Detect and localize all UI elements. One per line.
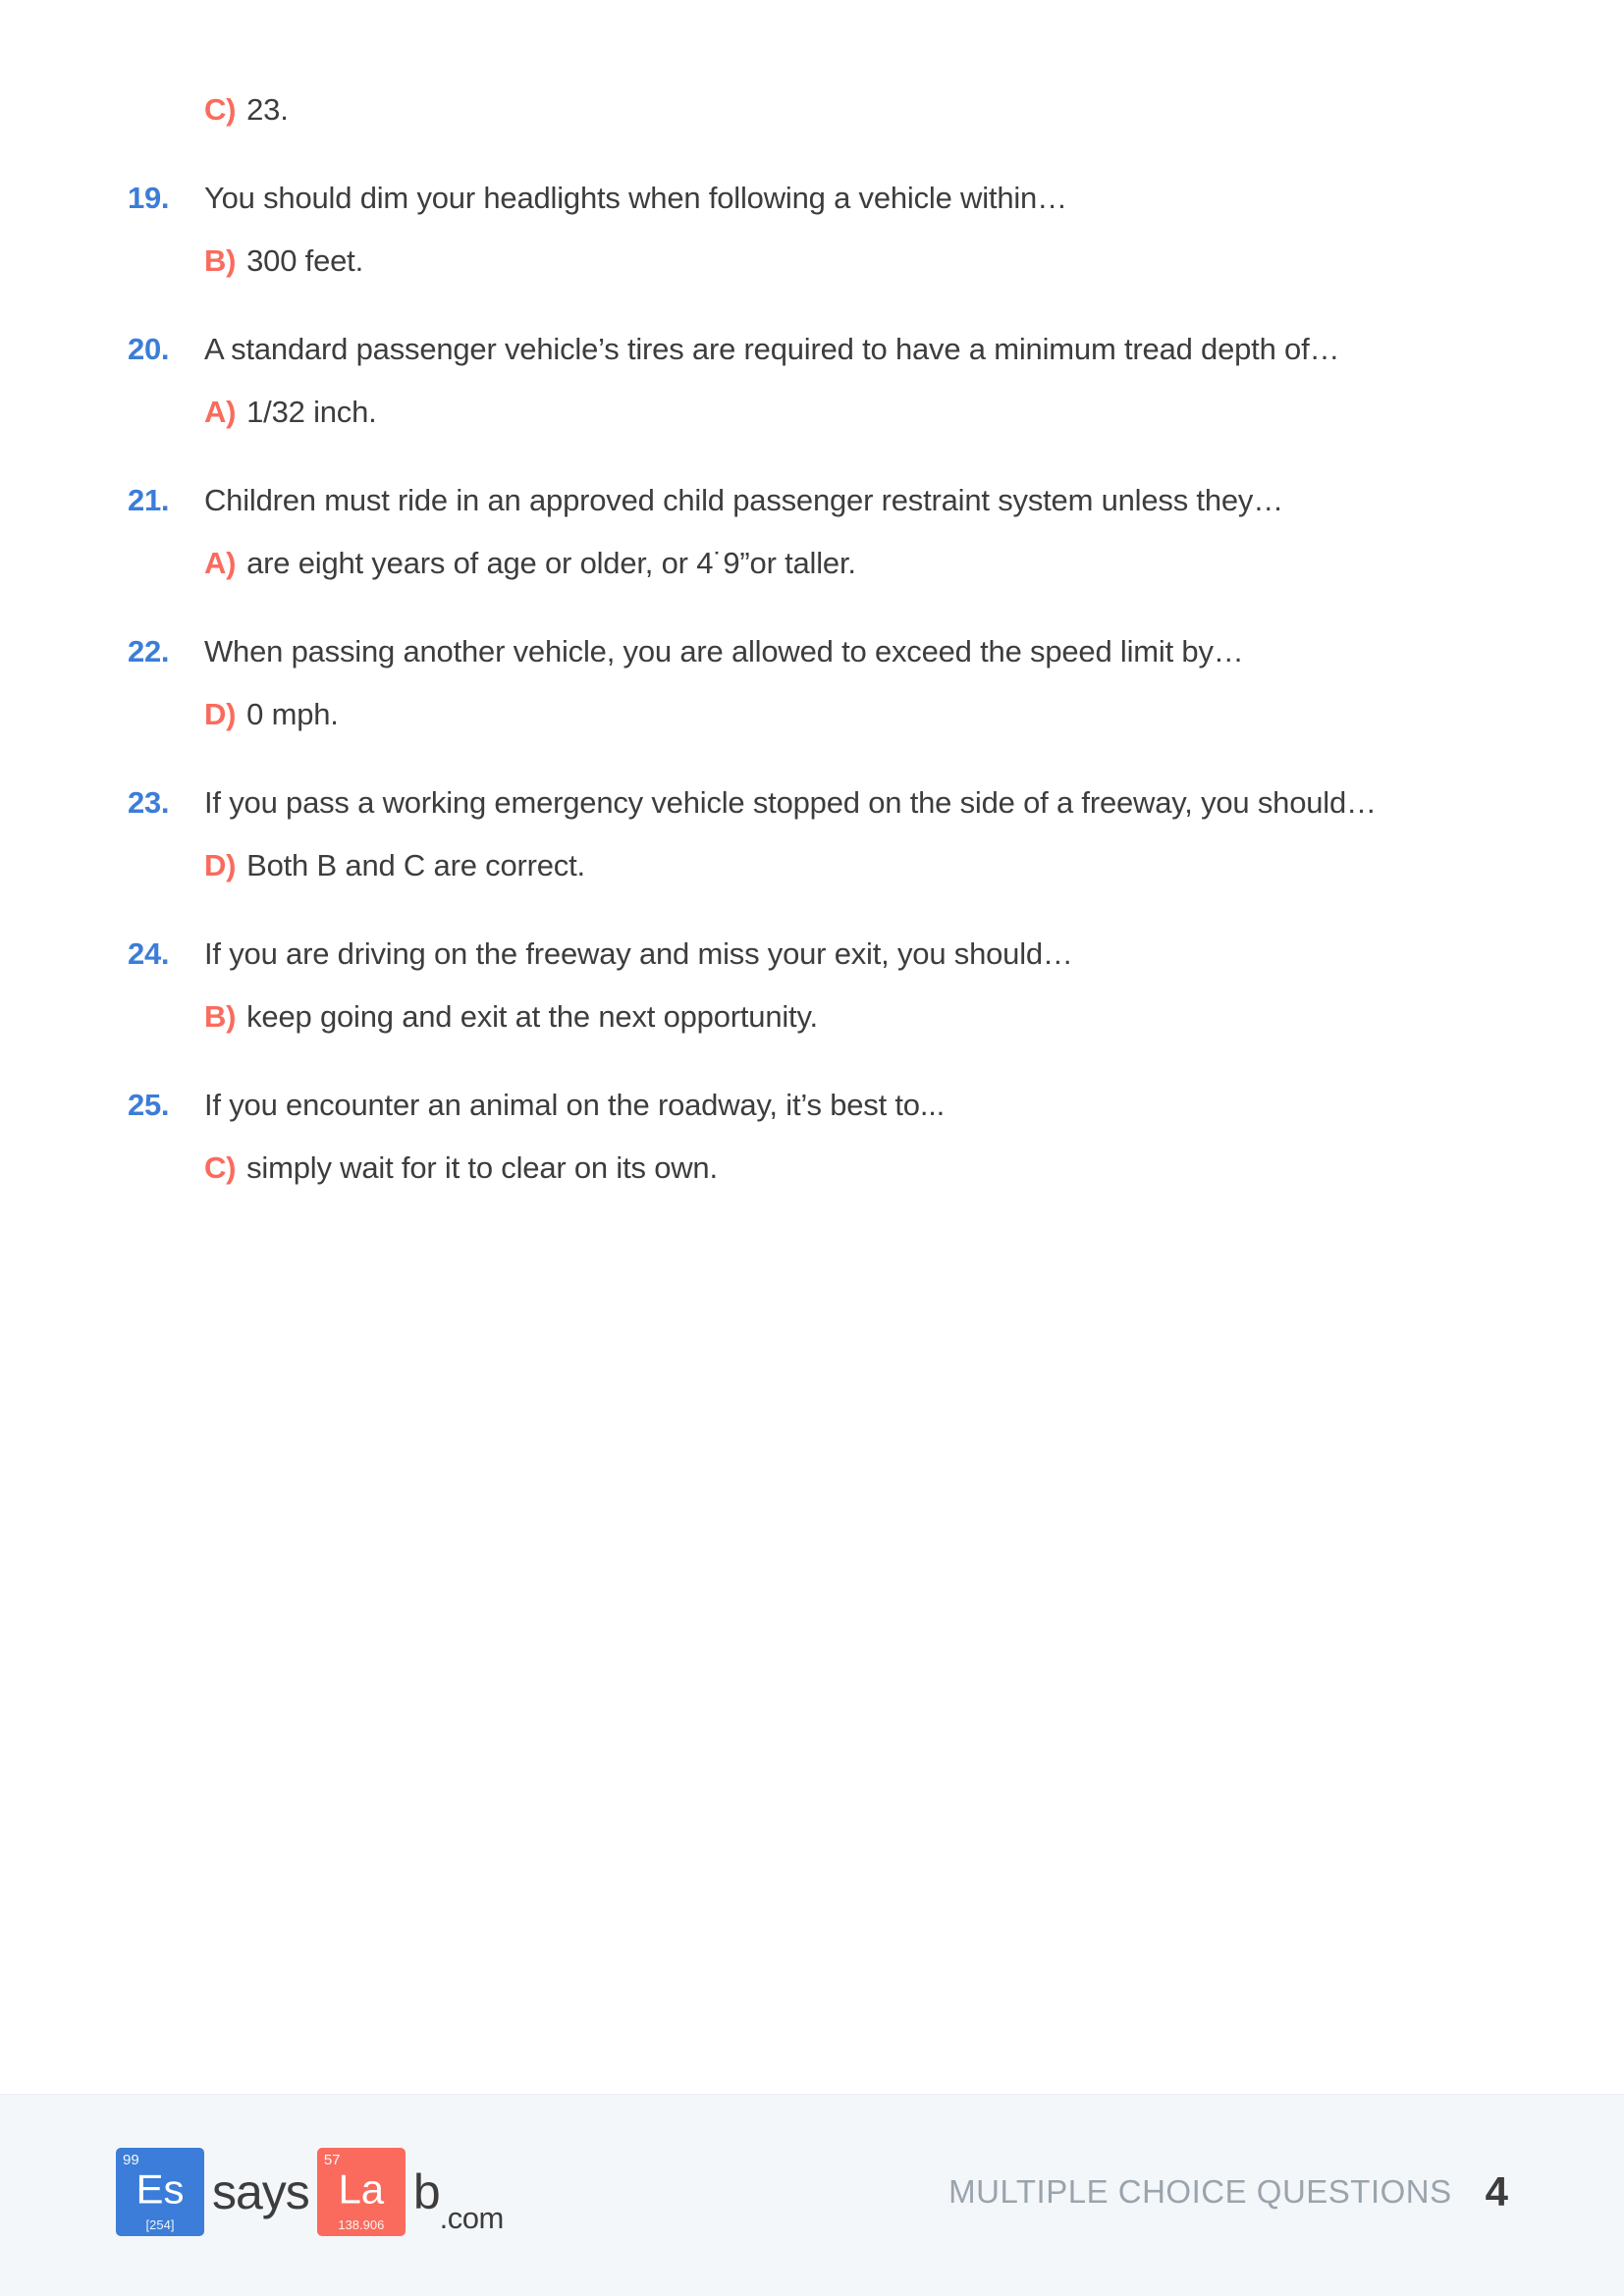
- question-number: 25.: [128, 1088, 170, 1122]
- footer-content: [116, 2148, 1508, 2236]
- section-label: MULTIPLE CHOICE QUESTIONS: [948, 2173, 1452, 2210]
- question-row: [128, 328, 1496, 371]
- answer-letter: D): [204, 848, 237, 882]
- answer-row: [204, 542, 1496, 585]
- questions-list: [0, 88, 1624, 1235]
- answer-letter: C): [204, 1150, 237, 1185]
- answer-row: [204, 693, 1496, 736]
- answer-text: 1/32 inch.: [246, 395, 377, 429]
- element-mass: [254]: [145, 2217, 175, 2232]
- question-text: A standard passenger vehicle’s tires are required to have a minimum tread depth of…: [204, 332, 1340, 366]
- question-text: You should dim your headlights when following a vehicle within…: [204, 181, 1067, 215]
- question-text: If you pass a working emergency vehicle stopped on the side of a freeway, you should…: [204, 785, 1377, 820]
- answer-text: keep going and exit at the next opportunity.: [246, 999, 818, 1034]
- answer-letter: B): [204, 999, 237, 1034]
- answer-letter: B): [204, 243, 237, 278]
- question-block-20: [0, 328, 1624, 434]
- answer-row: [204, 240, 1496, 283]
- element-tile-la-icon: [317, 2148, 406, 2236]
- answer-text: 23.: [246, 92, 289, 127]
- element-symbol: Es: [135, 2165, 185, 2213]
- answer-letter: A): [204, 546, 237, 580]
- question-row: [128, 177, 1496, 220]
- orphan-answer-block: [0, 88, 1624, 132]
- element-number: 99: [123, 2152, 139, 2168]
- question-number: 19.: [128, 181, 170, 215]
- question-text: When passing another vehicle, you are allowed to exceed the speed limit by…: [204, 634, 1244, 668]
- answer-row: [204, 1147, 1496, 1190]
- question-row: [128, 630, 1496, 673]
- question-text: If you encounter an animal on the roadway, it’s best to...: [204, 1088, 946, 1122]
- logo-domain: .com: [439, 2201, 504, 2235]
- element-tile-es-icon: [116, 2148, 204, 2236]
- answer-text: are eight years of age or older, or 4˙9”or taller.: [246, 546, 856, 580]
- page-number: 4: [1485, 2168, 1508, 2215]
- answer-text: 0 mph.: [246, 697, 339, 731]
- answer-row: [204, 995, 1496, 1039]
- question-text: If you are driving on the freeway and miss your exit, you should…: [204, 936, 1073, 971]
- logo-word-says: says: [212, 2164, 309, 2219]
- question-block-19: [0, 177, 1624, 283]
- question-block-22: [0, 630, 1624, 736]
- answer-row: [204, 88, 1496, 132]
- question-block-24: [0, 933, 1624, 1039]
- question-row: [128, 1084, 1496, 1127]
- question-row: [128, 933, 1496, 976]
- element-number: 57: [323, 2152, 341, 2168]
- question-block-23: [0, 781, 1624, 887]
- page-footer: [0, 2094, 1624, 2296]
- answer-row: [204, 391, 1496, 434]
- question-text: Children must ride in an approved child passenger restraint system unless they…: [204, 483, 1284, 517]
- question-block-25: [0, 1084, 1624, 1190]
- answer-text: 300 feet.: [246, 243, 363, 278]
- answer-row: [204, 844, 1496, 887]
- question-number: 24.: [128, 936, 170, 971]
- question-number: 20.: [128, 332, 170, 366]
- logo-word-b: b: [412, 2164, 440, 2219]
- footer-section-info: [948, 2168, 1508, 2216]
- answer-letter: C): [204, 92, 237, 127]
- answer-letter: D): [204, 697, 237, 731]
- question-number: 23.: [128, 785, 170, 820]
- question-row: [128, 479, 1496, 522]
- question-block-21: [0, 479, 1624, 585]
- answer-text: Both B and C are correct.: [246, 848, 585, 882]
- question-row: [128, 781, 1496, 825]
- element-symbol: La: [338, 2165, 385, 2213]
- question-number: 22.: [128, 634, 170, 668]
- answer-letter: A): [204, 395, 237, 429]
- question-number: 21.: [128, 483, 170, 517]
- answer-text: simply wait for it to clear on its own.: [246, 1150, 718, 1185]
- element-mass: 138.906: [338, 2217, 385, 2232]
- essayslab-logo[interactable]: [116, 2148, 504, 2236]
